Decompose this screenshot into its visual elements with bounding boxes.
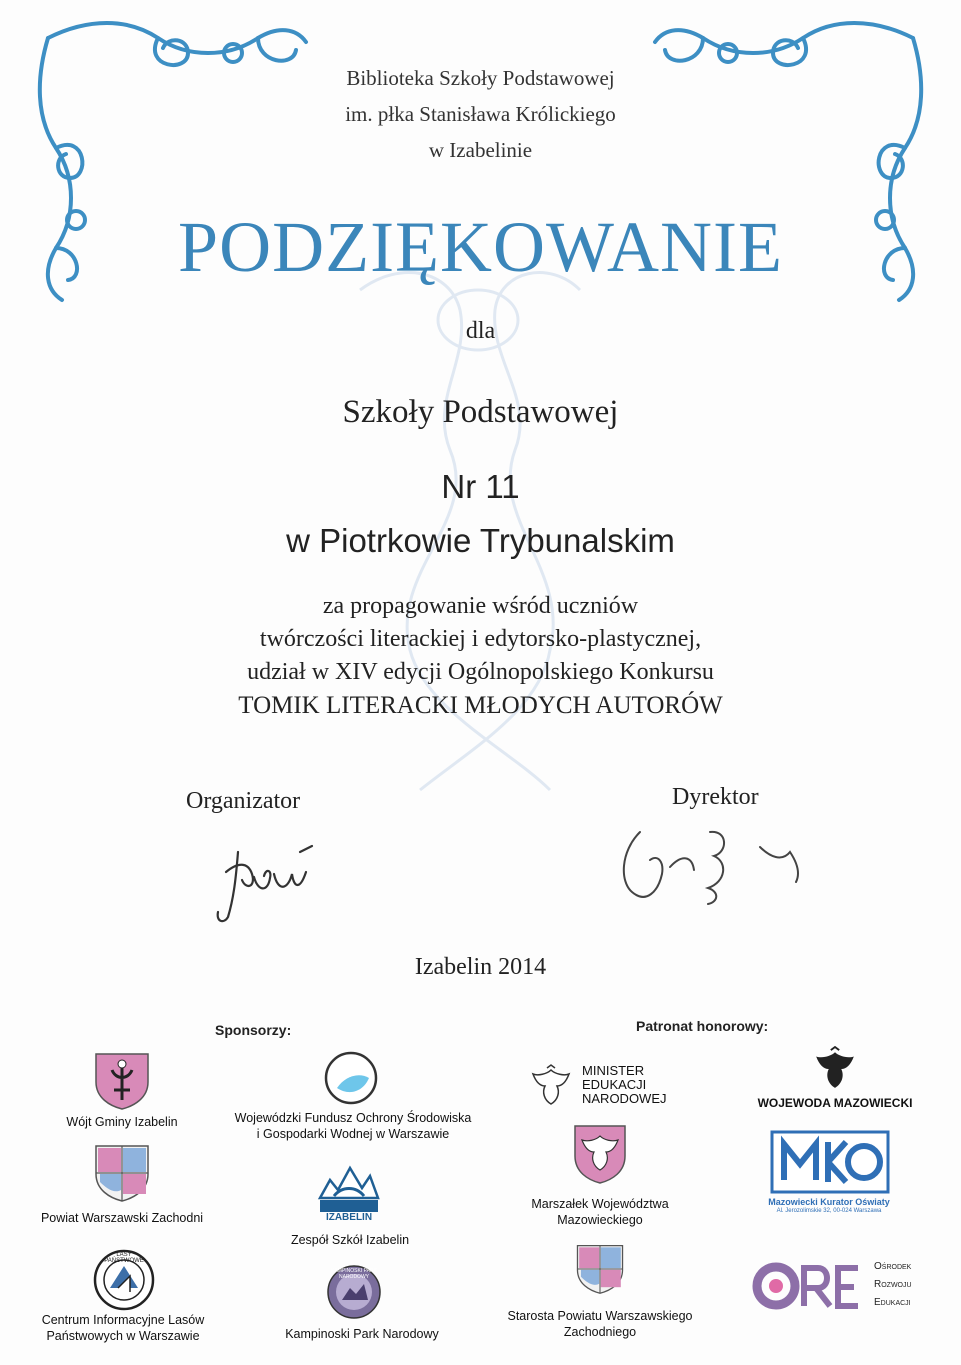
kuratorium-caption: Mazowiecki Kurator Oświaty xyxy=(768,1197,890,1207)
for-word: dla xyxy=(465,318,496,344)
minister-line-1: MINISTER xyxy=(582,1063,645,1078)
sponsor-name xyxy=(28,1312,218,1344)
director-label: Dyrektor xyxy=(672,784,759,810)
voivode-label: WOJEWODA MAZOWIECKI xyxy=(757,1096,913,1110)
issuer-line-2: im. płka Stanisława Królickiego xyxy=(345,102,616,126)
patron-name-line-1: Marszałek Województwa xyxy=(531,1197,669,1211)
sponsor-name xyxy=(222,1110,484,1142)
ore-line-2: Rozwoju xyxy=(874,1279,912,1290)
patronage-heading: Patronat honorowy: xyxy=(636,1018,769,1034)
county-crest-icon xyxy=(92,1144,152,1202)
patron-name-line-2: Zachodniego xyxy=(563,1325,637,1339)
recipient-line-3: w Piotrkowie Trybunalskim xyxy=(286,522,675,559)
municipality-crest-icon xyxy=(92,1052,152,1110)
reason-line-3: udział w XIV edycji Ogólnopolskiego Konkursu xyxy=(247,659,714,685)
ore-logo-icon xyxy=(750,1258,864,1314)
water-drop-logo-icon xyxy=(323,1050,379,1106)
kuratorium-address: Al. Jerozolimskie 32, 00-024 Warszawa xyxy=(776,1208,882,1214)
reason-line-4: TOMIK LITERACKI MŁODYCH AUTORÓW xyxy=(238,692,723,719)
reason-line-1: za propagowanie wśród uczniów xyxy=(322,593,639,619)
minister-line-3: NARODOWEJ xyxy=(582,1091,667,1106)
sponsor-name-line-2: i Gospodarki Wodnej w Warszawie xyxy=(256,1127,450,1141)
school-complex-logo-icon xyxy=(316,1162,382,1214)
patron-name-line-1: Starosta Powiatu Warszawskiego xyxy=(507,1309,693,1323)
ore-line-1: Ośrodek xyxy=(874,1261,912,1272)
director-signature xyxy=(610,812,820,922)
school-logo-text: IZABELIN xyxy=(325,1212,373,1223)
ore-line-3: Edukacji xyxy=(874,1297,911,1308)
sponsor-name-line-1: Wojewódzki Fundusz Ochrony Środowiska xyxy=(234,1111,472,1125)
sponsor-name: Wójt Gminy Izabelin xyxy=(66,1115,178,1129)
issuer-line-3: w Izabelinie xyxy=(428,138,533,162)
ore-label xyxy=(874,1258,912,1312)
document-title: PODZIĘKOWANIE xyxy=(178,207,783,287)
recipient-line-1: Szkoły Podstawowej xyxy=(342,394,619,430)
mko-logo-icon xyxy=(770,1130,890,1194)
sponsor-name: Powiat Warszawski Zachodni xyxy=(40,1211,204,1225)
patron-name xyxy=(498,1308,702,1340)
national-park-logo-text: KAMPINOSKI PARK NARODOWY xyxy=(331,1268,377,1280)
sponsor-name: Kampinoski Park Narodowy xyxy=(285,1327,439,1341)
sponsors-heading: Sponsorzy: xyxy=(215,1022,292,1038)
organizer-label: Organizator xyxy=(186,788,301,814)
sponsor-name-line-2: Państwowych w Warszawie xyxy=(46,1329,200,1343)
eagle-emblem-icon xyxy=(530,1064,572,1108)
sponsor-name: Zespół Szkół Izabelin xyxy=(290,1233,410,1247)
organizer-signature xyxy=(208,832,338,932)
place-and-date: Izabelin 2014 xyxy=(414,954,547,980)
sponsor-name-line-1: Centrum Informacyjne Lasów xyxy=(41,1313,205,1327)
issuer-block xyxy=(0,60,961,168)
minister-label xyxy=(582,1064,667,1106)
patron-name xyxy=(506,1196,694,1228)
recipient-line-2: Nr 11 xyxy=(441,468,520,505)
eagle-emblem-icon xyxy=(812,1046,858,1092)
county-crest-icon xyxy=(574,1242,626,1296)
minister-line-2: EDUKACJI xyxy=(582,1077,647,1092)
reason-line-2: twórczości literackiej i edytorsko-plastycznej, xyxy=(259,626,702,652)
issuer-line-1: Biblioteka Szkoły Podstawowej xyxy=(346,66,615,90)
patron-name-line-2: Mazowieckiego xyxy=(557,1213,643,1227)
reason-block xyxy=(0,590,961,722)
state-forests-logo-text: LASY PAŃSTWOWE xyxy=(104,1252,144,1264)
voivodeship-crest-icon xyxy=(572,1124,628,1184)
